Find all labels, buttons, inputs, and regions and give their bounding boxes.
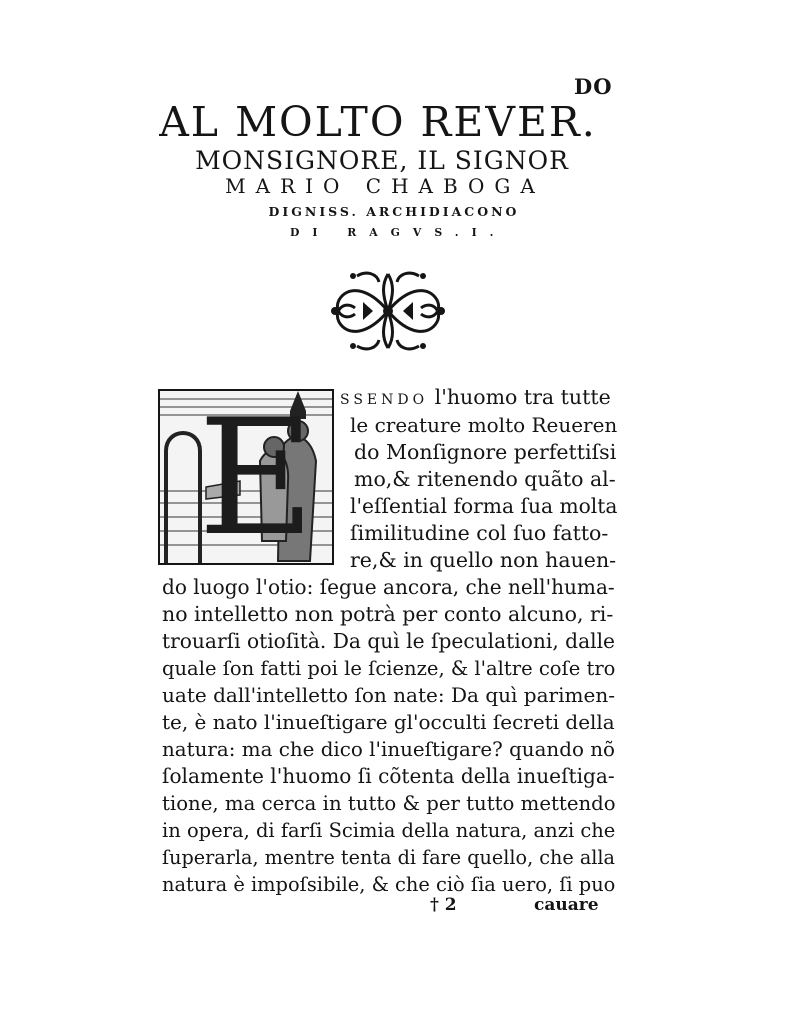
text-line-19: natura è impoſsibile, & che ciò ſia uero, ſi puo: [162, 873, 616, 896]
dedication-line-5: DI RAGVS.I.: [290, 226, 507, 239]
signature-mark: † 2: [430, 895, 457, 915]
text-line-1-rest: l'huomo tra tutte: [434, 385, 611, 409]
catchword: cauare: [534, 895, 599, 915]
text-line-9: no intelletto non potrà per conto alcuno, ri-: [162, 602, 614, 626]
dedication-line-3: MARIO CHABOGA: [225, 174, 545, 198]
text-line-8: do luogo l'otio: ſegue ancora, che nell'huma-: [162, 575, 615, 599]
text-line-10: trouarſi otioſità. Da quì le ſpeculationi, dalle: [162, 629, 615, 653]
text-line-2: le creature molto Reueren: [350, 413, 618, 437]
text-line-4: mo,& ritenendo quãto al-: [354, 467, 616, 491]
text-line-18: ſuperarla, mentre tenta di fare quello, che alla: [162, 846, 615, 869]
dedication-line-2: MONSIGNORE, IL SIGNOR: [195, 146, 569, 175]
text-line-15: ſolamente l'huomo ſi cõtenta della inueſtiga-: [162, 764, 615, 788]
text-line-7: re,& in quello non hauen-: [350, 548, 617, 572]
text-line-14: natura: ma che dico l'inueſtigare? quando nõ: [162, 738, 615, 761]
text-line-12: uate dall'intelletto ſon nate: Da quì parimen-: [162, 683, 615, 707]
text-line-6: ſimilitudine col ſuo fatto-: [350, 521, 609, 545]
text-line-13: te, è nato l'inueſtigare gl'occulti ſecreti della: [162, 710, 615, 734]
dedication-title: AL MOLTO REVER.: [159, 98, 597, 146]
drop-cap-letter: E: [198, 389, 315, 565]
text-line-3: do Monſignore perfettiſsi: [354, 440, 617, 464]
dedication-line-4: DIGNISS. ARCHIDIACONO: [268, 204, 520, 219]
opening-word: SSENDO: [340, 392, 429, 408]
text-line-1: [340, 384, 611, 414]
text-line-11: quale ſon fatti poi le ſcienze, & l'altre coſe tro: [162, 657, 616, 680]
text-line-16: tione, ma cerca in tutto & per tutto mettendo: [162, 792, 616, 815]
page-number: DO: [574, 74, 613, 99]
text-line-5: l'eſſential forma ſua molta: [350, 494, 618, 518]
text-line-17: in opera, di farſi Scimia della natura, anzi che: [162, 819, 616, 842]
